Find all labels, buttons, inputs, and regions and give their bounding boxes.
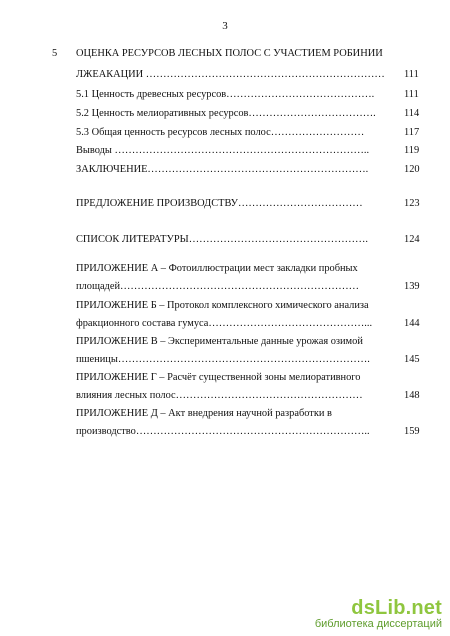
- appendix-title-cont: фракционного состава гумуса………………………………………...: [76, 318, 373, 329]
- toc-entry: СПИСОК ЛИТЕРАТУРЫ…………………………………………….: [76, 234, 368, 245]
- appendix-title-cont: пшеницы……………………………………………………………….: [76, 354, 370, 365]
- appendix-title-cont: площадей……………………………………………………………: [76, 281, 359, 292]
- toc-entry-section-5: [76, 47, 402, 61]
- toc-entry: ЗАКЛЮЧЕНИЕ……………………………………………………….: [76, 164, 369, 175]
- appendix-title: ПРИЛОЖЕНИЕ В – Экспериментальные данные урожая озимой: [76, 336, 363, 347]
- appendix-title-cont: производство…………………………………………………………..: [76, 426, 370, 437]
- toc-page-number: 120: [404, 164, 420, 175]
- toc-entry-line2: ЛЖЕАКАЦИИ ……………………………………………………………: [76, 69, 385, 80]
- toc-page-number: 117: [404, 127, 420, 138]
- dslib-tagline: библиотека диссертаций: [314, 618, 442, 630]
- toc-page-number: 139: [404, 281, 420, 292]
- toc-page-number: 111: [404, 69, 419, 80]
- toc-page-number: 148: [404, 390, 420, 401]
- section-number: 5: [52, 48, 58, 59]
- dslib-logo: [315, 597, 442, 620]
- toc-entry: 5.3 Общая ценность ресурсов лесных полос………………………: [76, 127, 365, 138]
- logo-rest: Lib.net: [375, 597, 442, 619]
- appendix-title: ПРИЛОЖЕНИЕ Г – Расчёт существенной зоны мелиоративного: [76, 372, 361, 383]
- toc-page-number: 119: [404, 145, 420, 156]
- toc-entry: ПРЕДЛОЖЕНИЕ ПРОИЗВОДСТВУ………………………………: [76, 198, 363, 209]
- toc-entry: 5.2 Ценность мелиоративных ресурсов……………………………….: [76, 108, 376, 119]
- toc-page-number: 124: [404, 234, 420, 245]
- toc-page-number: 159: [404, 426, 420, 437]
- page-number: 3: [222, 20, 228, 32]
- toc-page-number: 111: [404, 89, 419, 100]
- toc-entry: 5.1 Ценность древесных ресурсов…………………………………….: [76, 89, 375, 100]
- toc-page-number: 145: [404, 354, 420, 365]
- appendix-title-cont: влияния лесных полос………………………………………………: [76, 390, 363, 401]
- toc-entry-line1: ОЦЕНКА РЕСУРСОВ ЛЕСНЫХ ПОЛОС С УЧАСТИЕМ РОБИНИИ: [76, 48, 383, 59]
- logo-ds: ds: [351, 597, 376, 619]
- toc-entry-section-5-cont: [76, 68, 402, 82]
- appendix-title: ПРИЛОЖЕНИЕ А – Фотоиллюстрации мест закладки пробных: [76, 263, 358, 274]
- toc-page-number: 123: [404, 198, 420, 209]
- appendix-title: ПРИЛОЖЕНИЕ Д – Акт внедрения научной разработки в: [76, 408, 332, 419]
- toc-page-number: 144: [404, 318, 420, 329]
- toc-entry: Выводы ………………………………………………………………..: [76, 145, 370, 156]
- toc-page-number: 114: [404, 108, 420, 119]
- dslib-watermark[interactable]: [315, 597, 442, 630]
- appendix-title: ПРИЛОЖЕНИЕ Б – Протокол комплексного химического анализа: [76, 300, 369, 311]
